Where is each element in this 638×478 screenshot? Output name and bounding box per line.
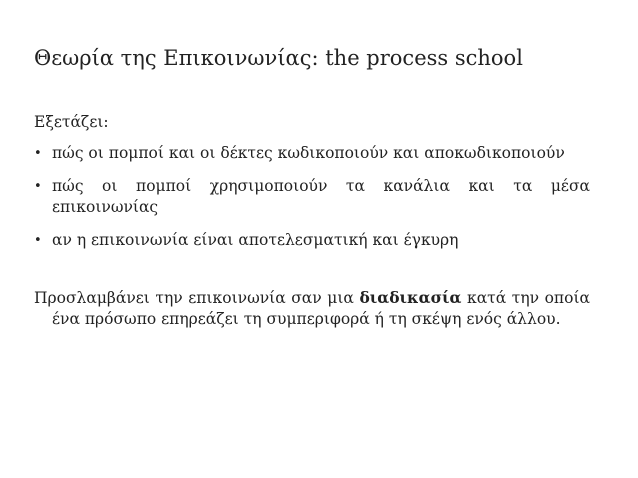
bullet-item-channels — [34, 176, 590, 218]
bullet-icon: • — [34, 233, 42, 248]
bullet-icon: • — [34, 146, 42, 161]
paragraph-text-start: Προσλαμβάνει την επικοινωνία σαν μια — [34, 289, 360, 307]
paragraph-bold-term: διαδικασία — [359, 288, 462, 307]
bullet-list — [34, 143, 590, 251]
bullet-icon: • — [34, 179, 42, 194]
bullet-text: πώς οι πομποί χρησιμοποιούν τα κανάλια και τα μέσα επικοινωνίας — [52, 177, 590, 216]
slide-title: Θεωρία της Επικοινωνίας: the process school — [34, 46, 523, 70]
paragraph-text-end: κατά την οποία ένα πρόσωπο επηρεάζει τη συμπεριφορά ή τη σκέψη ενός άλλου. — [52, 289, 590, 328]
summary-paragraph — [34, 287, 590, 330]
bullet-item-encoding — [34, 143, 590, 164]
bullet-text: πώς οι πομποί και οι δέκτες κωδικοποιούν και αποκωδικοποιούν — [52, 144, 565, 162]
bullet-text: αν η επικοινωνία είναι αποτελεσματική και έγκυρη — [52, 231, 459, 249]
slide-content — [34, 112, 590, 330]
bullet-item-effectiveness — [34, 230, 590, 251]
intro-text: Εξετάζει: — [34, 113, 109, 131]
